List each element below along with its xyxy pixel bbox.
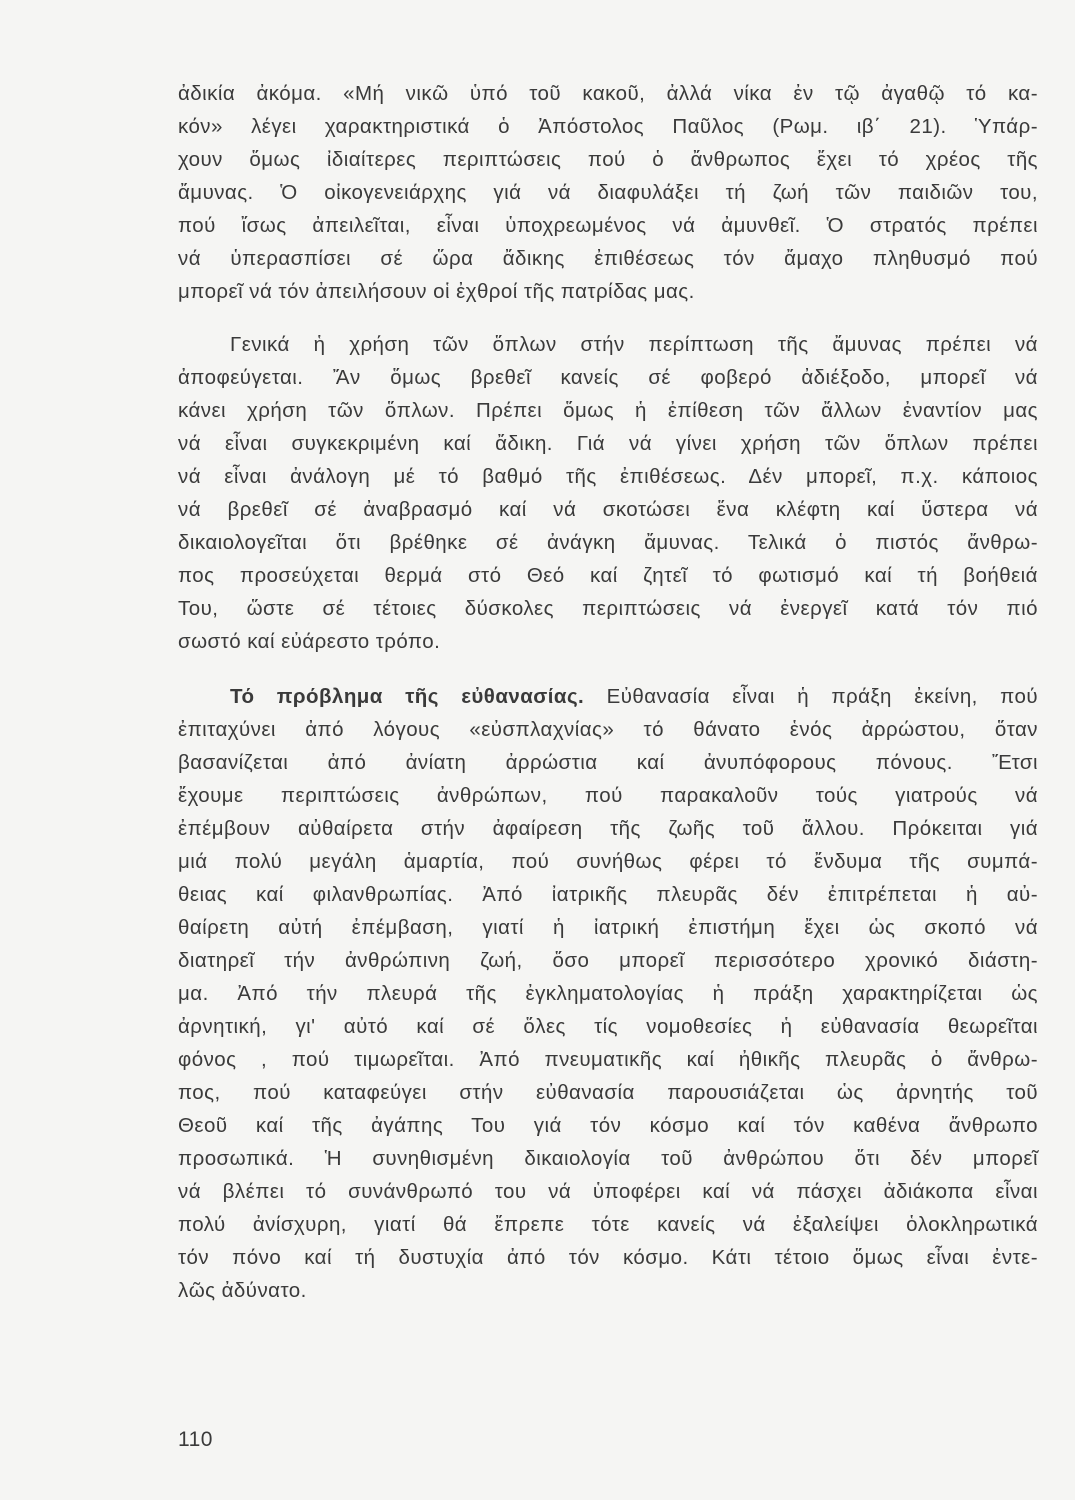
text-line: ἀδικία ἀκόμα. «Μή νικῶ ὑπό τοῦ κακοῦ, ἀλλά νίκα ἐν τῷ ἀγαθῷ τό κα- xyxy=(178,82,1038,105)
text-line: ἀποφεύγεται. Ἄν ὅμως βρεθεῖ κανείς σέ φοβερό ἀδιέξοδο, μπορεῖ νά xyxy=(178,366,1038,389)
text-line: νά εἶναι συγκεκριμένη καί ἄδικη. Γιά νά γίνει χρήση τῶν ὅπλων πρέπει xyxy=(178,432,1038,455)
text-line: πος προσεύχεται θερμά στό Θεό καί ζητεῖ τό φωτισμό καί τή βοήθειά xyxy=(178,564,1038,587)
text-line: ἔχουμε περιπτώσεις ἀνθρώπων, πού παρακαλοῦν τούς γιατρούς νά xyxy=(178,784,1038,807)
text-line: θειας καί φιλανθρωπίας. Ἀπό ἰατρικῆς πλευρᾶς δέν ἐπιτρέπεται ἡ αὐ- xyxy=(178,883,1038,906)
text-line: Θεοῦ καί τῆς ἀγάπης Του γιά τόν κόσμο καί τόν καθένα ἄνθρωπο xyxy=(178,1114,1038,1137)
text-line: ἐπιταχύνει ἀπό λόγους «εὐσπλαχνίας» τό θάνατο ἑνός ἀρρώστου, ὅταν xyxy=(178,718,1038,741)
text-line: μιά πολύ μεγάλη ἁμαρτία, πού συνήθως φέρει τό ἔνδυμα τῆς συμπά- xyxy=(178,850,1038,873)
text-line: θαίρετη αὐτή ἐπέμβαση, γιατί ἡ ἰατρική ἐπιστήμη ἔχει ὡς σκοπό νά xyxy=(178,916,1038,939)
page-number: 110 xyxy=(178,1428,213,1451)
text-line: πολύ ἀνίσχυρη, γιατί θά ἔπρεπε τότε κανείς νά ἐξαλείψει ὁλοκληρωτικά xyxy=(178,1213,1038,1236)
text-line: τόν πόνο καί τή δυστυχία ἀπό τόν κόσμο. Κάτι τέτοιο ὅμως εἶναι ἐντε- xyxy=(178,1246,1038,1269)
text-line: κόν» λέγει χαρακτηριστικά ὁ Ἀπόστολος Παῦλος (Ρωμ. ιβ΄ 21). Ὑπάρ- xyxy=(178,115,1038,138)
text-line: μπορεῖ νά τόν ἀπειλήσουν οἱ ἐχθροί τῆς πατρίδας μας. xyxy=(178,280,695,303)
text-line: νά βρεθεῖ σέ ἀναβρασμό καί νά σκοτώσει ἕνα κλέφτη καί ὕστερα νά xyxy=(178,498,1038,521)
text-line: πού ἴσως ἀπειλεῖται, εἶναι ὑποχρεωμένος νά ἀμυνθεῖ. Ὁ στρατός πρέπει xyxy=(178,214,1038,237)
text-line: φόνος , πού τιμωρεῖται. Ἀπό πνευματικῆς καί ἠθικῆς πλευρᾶς ὁ ἄνθρω- xyxy=(178,1048,1038,1071)
text-line: ἐπέμβουν αὐθαίρετα στήν ἀφαίρεση τῆς ζωῆς τοῦ ἄλλου. Πρόκειται γιά xyxy=(178,817,1038,840)
text-line: προσωπικά. Ἡ συνηθισμένη δικαιολογία τοῦ ἀνθρώπου ὅτι δέν μπορεῖ xyxy=(178,1147,1038,1170)
text-line: μα. Ἀπό τήν πλευρά τῆς ἐγκληματολογίας ἡ πράξη χαρακτηρίζεται ὡς xyxy=(178,982,1038,1005)
text-line-with-heading xyxy=(230,683,1038,711)
text-line: βασανίζεται ἀπό ἀνίατη ἀρρώστια καί ἀνυπόφορους πόνους. Ἔτσι xyxy=(178,751,1038,774)
text-line: δικαιολογεῖται ὅτι βρέθηκε σέ ἀνάγκη ἄμυνας. Τελικά ὁ πιστός ἄνθρω- xyxy=(178,531,1038,554)
text-line: νά ὑπερασπίσει σέ ὥρα ἄδικης ἐπιθέσεως τόν ἄμαχο πληθυσμό πού xyxy=(178,247,1038,270)
text-line: χουν ὅμως ἰδιαίτερες περιπτώσεις πού ὁ ἄνθρωπος ἔχει τό χρέος τῆς xyxy=(178,148,1038,171)
text-line: σωστό καί εὐάρεστο τρόπο. xyxy=(178,630,441,653)
heading-line-text: Εὐθανασία εἶναι ἡ πράξη ἐκείνη, πού xyxy=(584,685,1038,708)
text-line: διατηρεῖ τήν ἀνθρώπινη ζωή, ὅσο μπορεῖ περισσότερο χρονικό διάστη- xyxy=(178,949,1038,972)
text-line: ἀρνητική, γι' αὐτό καί σέ ὅλες τίς νομοθεσίες ἡ εὐθανασία θεωρεῖται xyxy=(178,1015,1038,1038)
text-line: κάνει χρήση τῶν ὅπλων. Πρέπει ὅμως ἡ ἐπίθεση τῶν ἄλλων ἐναντίον μας xyxy=(178,399,1038,422)
text-line: ἄμυνας. Ὁ οἰκογενειάρχης γιά νά διαφυλάξει τή ζωή τῶν παιδιῶν του, xyxy=(178,181,1038,204)
text-line: πος, πού καταφεύγει στήν εὐθανασία παρουσιάζεται ὡς ἀρνητής τοῦ xyxy=(178,1081,1038,1104)
text-line: νά εἶναι ἀνάλογη μέ τό βαθμό τῆς ἐπιθέσεως. Δέν μπορεῖ, π.χ. κάποιος xyxy=(178,465,1038,488)
text-line: Γενικά ἡ χρήση τῶν ὅπλων στήν περίπτωση τῆς ἄμυνας πρέπει νά xyxy=(230,333,1038,356)
text-line: Του, ὥστε σέ τέτοιες δύσκολες περιπτώσεις νά ἐνεργεῖ κατά τόν πιό xyxy=(178,597,1038,620)
section-heading: Τό πρόβλημα τῆς εὐθανασίας. xyxy=(230,685,585,708)
text-line: λῶς ἀδύνατο. xyxy=(178,1279,307,1302)
text-line: νά βλέπει τό συνάνθρωπό του νά ὑποφέρει καί νά πάσχει ἀδιάκοπα εἶναι xyxy=(178,1180,1038,1203)
